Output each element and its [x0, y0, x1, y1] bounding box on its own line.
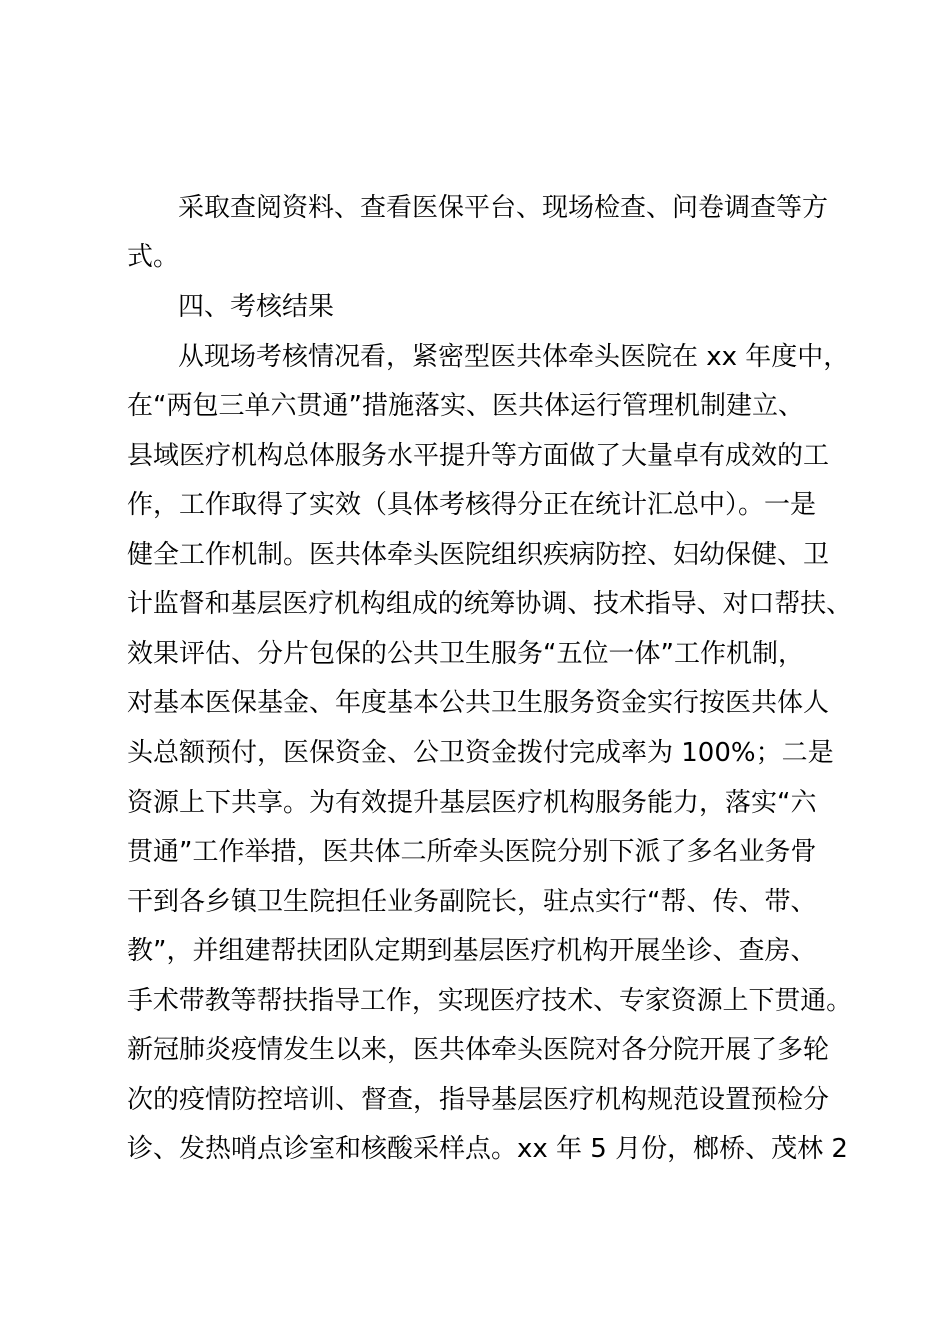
section-heading: 四、考核结果: [178, 292, 335, 322]
paragraph-line: 手术带教等帮扶指导工作，实现医疗技术、专家资源上下贯通。: [127, 986, 853, 1016]
paragraph-line: 新冠肺炎疫情发生以来，医共体牵头医院对各分院开展了多轮: [127, 1035, 830, 1065]
paragraph-line: 从现场考核情况看，紧密型医共体牵头医院在 xx 年度中，: [178, 342, 850, 372]
paragraph-line: 贯通”工作举措，医共体二所牵头医院分别下派了多名业务骨: [127, 837, 817, 867]
paragraph-line: 教”，并组建帮扶团队定期到基层医疗机构开展坐诊、查房、: [127, 936, 817, 966]
paragraph-line: 次的疫情防控培训、督查，指导基层医疗机构规范设置预检分: [127, 1085, 830, 1115]
paragraph-line: 作，工作取得了实效（具体考核得分正在统计汇总中）。一是: [127, 490, 817, 520]
paragraph-line: 计监督和基层医疗机构组成的统筹协调、技术指导、对口帮扶、: [127, 589, 853, 619]
paragraph-line: 健全工作机制。医共体牵头医院组织疾病防控、妇幼保健、卫: [127, 540, 830, 570]
paragraph-line: 式。: [127, 242, 180, 272]
paragraph-line: 诊、发热哨点诊室和核酸采样点。xx 年 5 月份，榔桥、茂林 2: [127, 1134, 848, 1164]
paragraph-line: 头总额预付，医保资金、公卫资金拨付完成率为 100%；二是: [127, 738, 834, 768]
paragraph-line: 资源上下共享。为有效提升基层医疗机构服务能力，落实“六: [127, 788, 817, 818]
paragraph-line: 县域医疗机构总体服务水平提升等方面做了大量卓有成效的工: [127, 441, 830, 471]
paragraph-line: 采取查阅资料、查看医保平台、现场检查、问卷调查等方: [178, 193, 829, 223]
paragraph-line: 效果评估、分片包保的公共卫生服务“五位一体”工作机制，: [127, 639, 804, 669]
paragraph-line: 在“两包三单六贯通”措施落实、医共体运行管理机制建立、: [127, 391, 804, 421]
paragraph-line: 干到各乡镇卫生院担任业务副院长，驻点实行“帮、传、带、: [127, 887, 817, 917]
paragraph-line: 对基本医保基金、年度基本公共卫生服务资金实行按医共体人: [127, 688, 830, 718]
